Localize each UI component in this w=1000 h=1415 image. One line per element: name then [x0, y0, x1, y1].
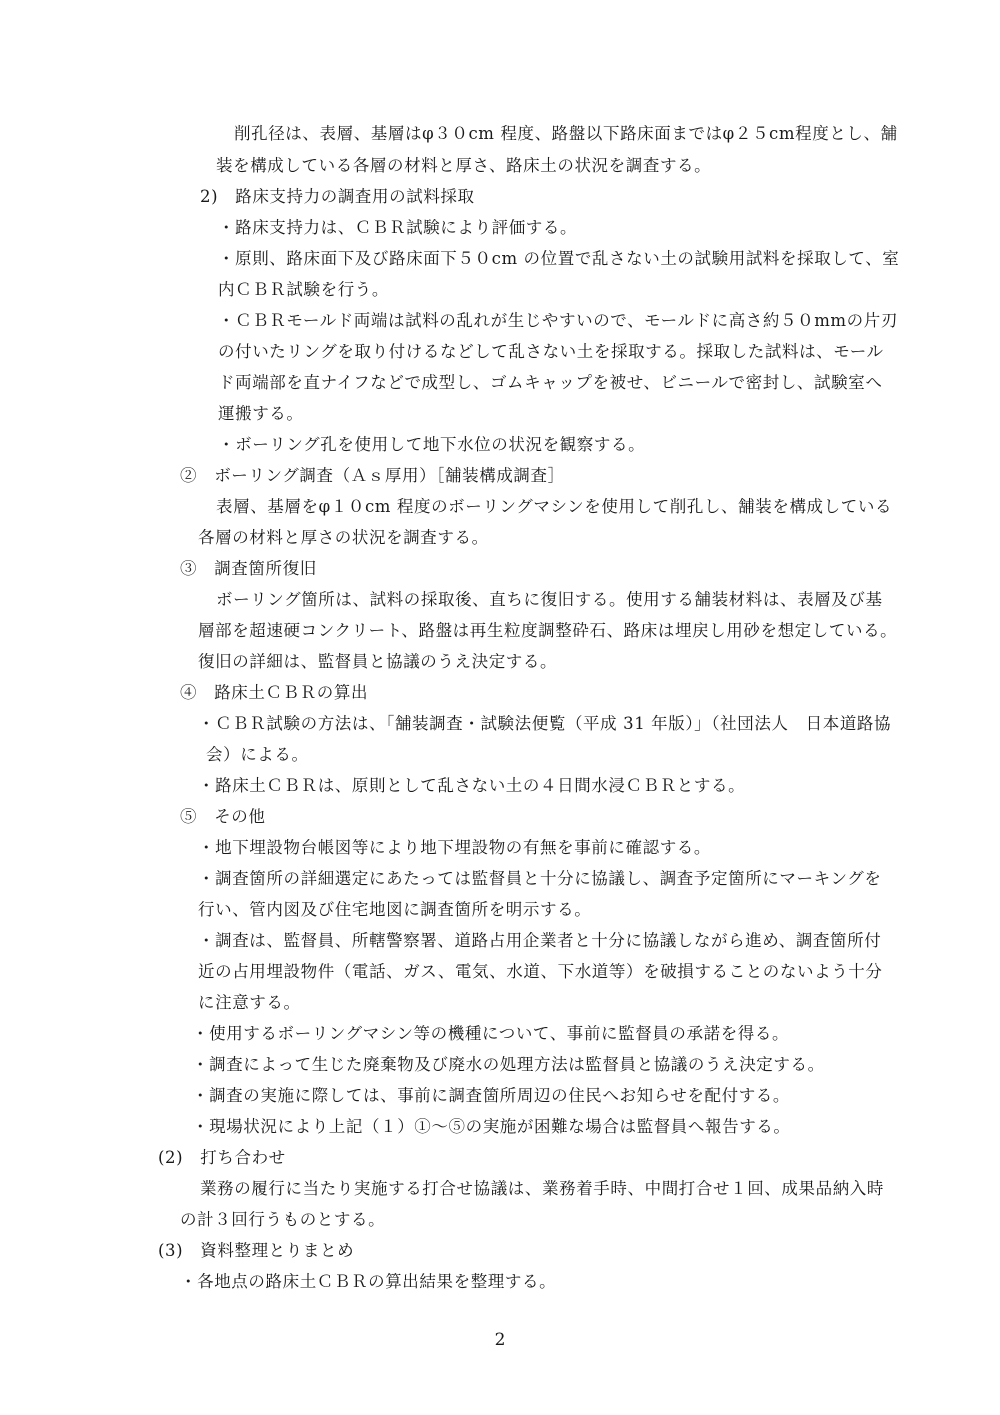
section-heading: ③ 調査箇所復旧 [180, 559, 317, 578]
bullet-line: ・現場状況により上記（１）①～⑤の実施が困難な場合は監督員へ報告する。 [192, 1117, 791, 1136]
body-line: 復旧の詳細は、監督員と協議のうえ決定する。 [198, 652, 558, 671]
page-number: 2 [494, 1330, 506, 1350]
section-heading: ④ 路床土ＣＢＲの算出 [180, 683, 369, 702]
body-line: ド両端部を直ナイフなどで成型し、ゴムキャップを被せ、ビニールで密封し、試験室へ [218, 373, 883, 392]
bullet-line: ・調査箇所の詳細選定にあたっては監督員と十分に協議し、調査予定箇所にマーキングを [198, 869, 882, 888]
body-line: 装を構成している各層の材料と厚さ、路床土の状況を調査する。 [216, 156, 712, 175]
body-line: 会）による。 [206, 745, 309, 764]
section-heading: ⑤ その他 [180, 807, 266, 826]
bullet-line: ・ＣＢＲモールド両端は試料の乱れが生じやすいので、モールドに高さ約５０mmの片刃 [218, 311, 898, 330]
item-heading: 2) 路床支持力の調査用の試料採取 [200, 187, 475, 206]
body-line: 削孔径は、表層、基層はφ３０cm 程度、路盤以下路床面まではφ２５cm程度とし、舗 [234, 124, 898, 143]
body-line: ボーリング箇所は、試料の採取後、直ちに復旧する。使用する舗装材料は、表層及び基 [216, 590, 883, 609]
bullet-line: ・調査の実施に際しては、事前に調査箇所周辺の住民へお知らせを配付する。 [192, 1086, 791, 1105]
body-line: 表層、基層をφ１０cm 程度のボーリングマシンを使用して削孔し、舗装を構成している [216, 497, 893, 516]
body-line: 近の占用埋設物件（電話、ガス、電気、水道、下水道等）を破損することのないよう十分 [198, 962, 883, 981]
body-line: 行い、管内図及び住宅地図に調査箇所を明示する。 [198, 900, 592, 919]
bullet-line: ・ＣＢＲ試験の方法は、「舗装調査・試験法便覧（平成 31 年版）」（社団法人 日本道路協 [198, 714, 892, 733]
bullet-line: ・路床土ＣＢＲは、原則として乱さない土の４日間水浸ＣＢＲとする。 [198, 776, 746, 795]
body-line: 層部を超速硬コンクリート、路盤は再生粒度調整砕石、路床は埋戻し用砂を想定している。 [198, 621, 898, 640]
body-line: 内ＣＢＲ試験を行う。 [218, 280, 389, 299]
bullet-line: ・調査によって生じた廃棄物及び廃水の処理方法は監督員と協議のうえ決定する。 [192, 1055, 825, 1074]
subsection-heading: (2) 打ち合わせ [158, 1148, 286, 1167]
bullet-line: ・地下埋設物台帳図等により地下埋設物の有無を事前に確認する。 [198, 838, 711, 857]
bullet-line: ・路床支持力は、ＣＢＲ試験により評価する。 [218, 218, 578, 237]
body-line: 業務の履行に当たり実施する打合せ協議は、業務着手時、中間打合せ１回、成果品納入時 [200, 1179, 884, 1198]
body-line: の計３回行うものとする。 [180, 1210, 386, 1229]
bullet-line: ・使用するボーリングマシン等の機種について、事前に監督員の承諾を得る。 [192, 1024, 790, 1043]
bullet-line: ・ボーリング孔を使用して地下水位の状況を観察する。 [218, 435, 646, 454]
bullet-line: ・原則、路床面下及び路床面下５０cm の位置で乱さない土の試験用試料を採取して、室 [218, 249, 900, 268]
body-line: に注意する。 [198, 993, 301, 1012]
body-line: 各層の材料と厚さの状況を調査する。 [198, 528, 489, 547]
subsection-heading: (3) 資料整理とりまとめ [158, 1241, 355, 1260]
body-line: 運搬する。 [218, 404, 304, 423]
bullet-line: ・調査は、監督員、所轄警察署、道路占用企業者と十分に協議しながら進め、調査箇所付 [198, 931, 882, 950]
body-line: の付いたリングを取り付けるなどして乱さない土を採取する。採取した試料は、モール [218, 342, 884, 361]
bullet-line: ・各地点の路床土ＣＢＲの算出結果を整理する。 [180, 1272, 557, 1291]
section-heading: ② ボーリング調査（Ａｓ厚用）［舗装構成調査］ [180, 466, 565, 485]
